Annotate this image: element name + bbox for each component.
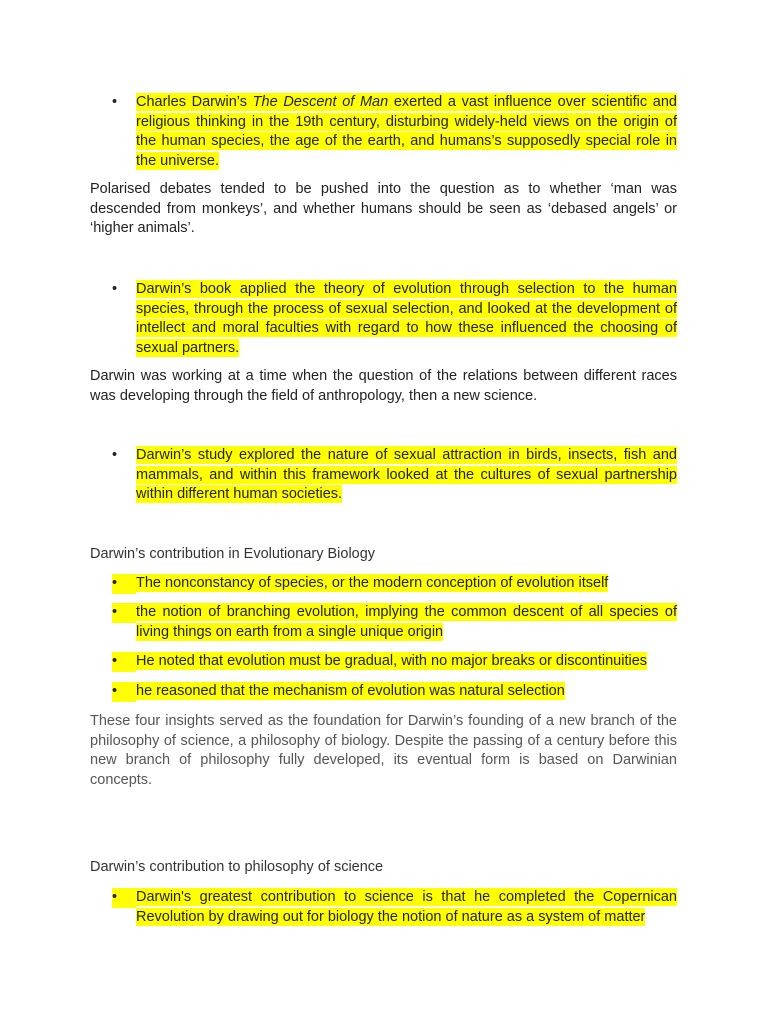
list-item	[90, 574, 677, 594]
highlighted-text: He noted that evolution must be gradual, with no major breaks or discontinuities	[136, 653, 648, 669]
section-heading: Darwin’s contribution in Evolutionary Biology	[90, 546, 376, 562]
bullet-marker: •	[112, 652, 136, 672]
bullet-marker: •	[112, 603, 136, 623]
section-heading: Darwin’s contribution to philosophy of science	[90, 859, 384, 875]
bullet-text-part: exerted a vast influence over scientific and religious thinking in the 19th century, disturbing widely-held views on the origin of the human species, the age of the earth, and humans’s supposedly special role in the universe.	[136, 94, 677, 169]
bullet-text	[136, 280, 677, 358]
bullet-text	[136, 682, 677, 702]
bullet-text	[136, 888, 677, 927]
bullet-text	[136, 446, 677, 505]
paragraph: Polarised debates tended to be pushed into the question as to whether ‘man was descended from monkeys’, and whether humans should be seen as ‘debased angels’ or ‘higher animals’.	[90, 181, 677, 236]
list-item	[90, 652, 677, 672]
bullet-marker: •	[112, 94, 118, 110]
highlighted-text: he reasoned that the mechanism of evolution was natural selection	[136, 683, 565, 699]
list-item	[90, 603, 677, 642]
bullet-marker: •	[112, 682, 136, 702]
bullet-item	[90, 280, 677, 358]
book-title: The Descent of Man	[252, 94, 389, 110]
bullet-item	[90, 93, 677, 171]
paragraph: Darwin was working at a time when the question of the relations between different races was developing through the field of anthropology, then a new science.	[90, 368, 677, 404]
list-item	[90, 682, 677, 702]
highlighted-text: the notion of branching evolution, implying the common descent of all species of living things on earth from a single unique origin	[136, 604, 677, 640]
bullet-marker: •	[112, 574, 136, 594]
bullet-marker: •	[112, 888, 136, 908]
bullet-text	[136, 603, 677, 642]
bullet-marker: •	[112, 447, 118, 463]
bullet-item	[90, 446, 677, 505]
bullet-text	[136, 574, 677, 594]
paragraph: These four insights served as the foundation for Darwin’s founding of a new branch of the philosophy of science, a philosophy of biology. Despite the passing of a century before this new branch of philosophy fully developed, its eventual form is based on Darwinian concepts.	[90, 713, 677, 788]
highlighted-text: Darwin's greatest contribution to science is that he completed the Copernican Revolution by drawing out for biology the notion of nature as a system of matter	[136, 889, 677, 925]
bullet-text-part: Charles Darwin’s	[136, 94, 253, 110]
list-item	[90, 888, 677, 927]
highlighted-text: Darwin’s study explored the nature of sexual attraction in birds, insects, fish and mammals, and within this framework looked at the cultures of sexual partnership within different human societies.	[136, 447, 677, 502]
bullet-text	[136, 652, 677, 672]
highlighted-text: Darwin’s book applied the theory of evolution through selection to the human species, through the process of sexual selection, and looked at the development of intellect and moral faculties with regard to how these influenced the choosing of sexual partners.	[136, 281, 677, 356]
bullet-marker: •	[112, 281, 118, 297]
bullet-text	[136, 93, 677, 171]
highlighted-text: The nonconstancy of species, or the modern conception of evolution itself	[136, 575, 609, 591]
